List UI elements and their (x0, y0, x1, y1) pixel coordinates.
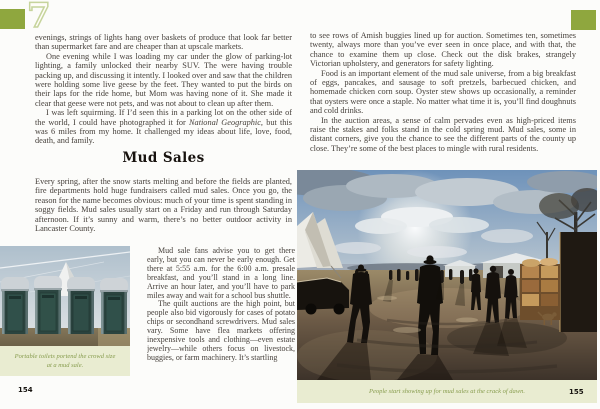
italic-title: National Geographic (189, 117, 261, 127)
paragraph: The quilt auctions are the high point, but people also bid vigorously for cases of potato chips or secondhand screwdrivers. Mud sales vary. Some have flea markets offering inexpensive tools and clothing—even estate jewelry—while others focus on livestock, buggies, or farm machinery. It’s startling (147, 299, 295, 362)
paragraph: evenings, strings of lights hang over baskets of produce that look far better than supermarket fare and are cheaper than at upscale markets. (35, 33, 292, 52)
section-intro-paragraph (35, 177, 292, 239)
paragraph-text: , but this was 6 miles from my home. It challenged my ideas about life, love, food, death, and family. (35, 117, 292, 146)
mud-sale-photo-art (297, 170, 597, 380)
paragraph (35, 108, 292, 146)
paragraph: Mud sale fans advise you to get there early, but you can never be early enough. Get there at 5:55 a.m. for the 6:00 a.m. presale breakfast, and you’ll stand in a long line. Arrive an hour later, and you’ll have to park miles away and wait for a school bus shuttle. (147, 247, 295, 300)
left-photo-caption: Portable toilets portend the crowd size at a mud sale. (0, 346, 130, 376)
chapter-accent-square-right (571, 10, 596, 30)
chapter-accent-square-left (0, 9, 25, 29)
paragraph-text: I was left squirming. If I’d seen this in a parking lot on the other side of the world, I could have photographed it for (35, 108, 292, 127)
paragraph: Every spring, after the snow starts melting and before the fields are planted, fire departments hold huge fundraisers called mud sales. Once you go, the reason for the name becomes obvious: much of your time is spent standing in soggy fields. Mud sales usually start on a Friday and run through Saturday afternoon. If it’s sunny and warm, there’s no better outdoor activity in Lancaster County. (35, 177, 292, 234)
paragraph: One evening while I was loading my car under the glow of parking-lot lighting, a family unlocked their nearby SUV. The were having trouble packing up, and discussing it intently. I looked over and saw that the children were holding some live geese by the feet. They wanted to put the birds on their laps for the ride home, but Mom was having none of it. She made it clear that geese were not pets, and was not about to clean up after them. (35, 51, 292, 108)
wrapped-text-column (147, 247, 295, 379)
section-heading: Mud Sales (122, 150, 205, 166)
right-page-number: 155 (569, 388, 584, 396)
chapter-number: 7 (27, 0, 51, 36)
mud-sale-dawn-photo (297, 170, 597, 380)
left-page-number: 154 (18, 386, 33, 394)
paragraph: Food is an important element of the mud sale universe, from a big breakfast of eggs, pancakes, and sausage to soft pretzels, barbecued chicken, and homemade chicken corn soup. Oyster stew shows up occasionally, a reminder that oysters were once a staple. No matter what time it is, you’ll find doughnuts and cold drinks. (310, 68, 576, 116)
porta-potty-photo (0, 246, 130, 346)
right-photo-caption-text: People start showing up for mud sales at the crack of dawn. (369, 388, 525, 395)
paragraph: to see rows of Amish buggies lined up for auction. Sometimes ten, sometimes twenty, always more than you’ve ever seen in once place, and with that, the chance to examine them up close. Check out the disk brakes, strangely Victorian upholstery, and generators for safety lighting. (310, 31, 576, 69)
paragraph: In the auction areas, a sense of calm pervades even as high-priced items raise the stakes and folks stand in the cold spring mud. Mud sales, some in distant corners, give you the chance to see the different parts of the county up close. They’re some of the best places to mingle with rural residents. (310, 115, 576, 153)
right-photo-caption (297, 380, 597, 403)
right-page-text-block (310, 31, 576, 155)
left-page-text-block (35, 33, 292, 149)
porta-potty-photo-art (0, 246, 130, 346)
